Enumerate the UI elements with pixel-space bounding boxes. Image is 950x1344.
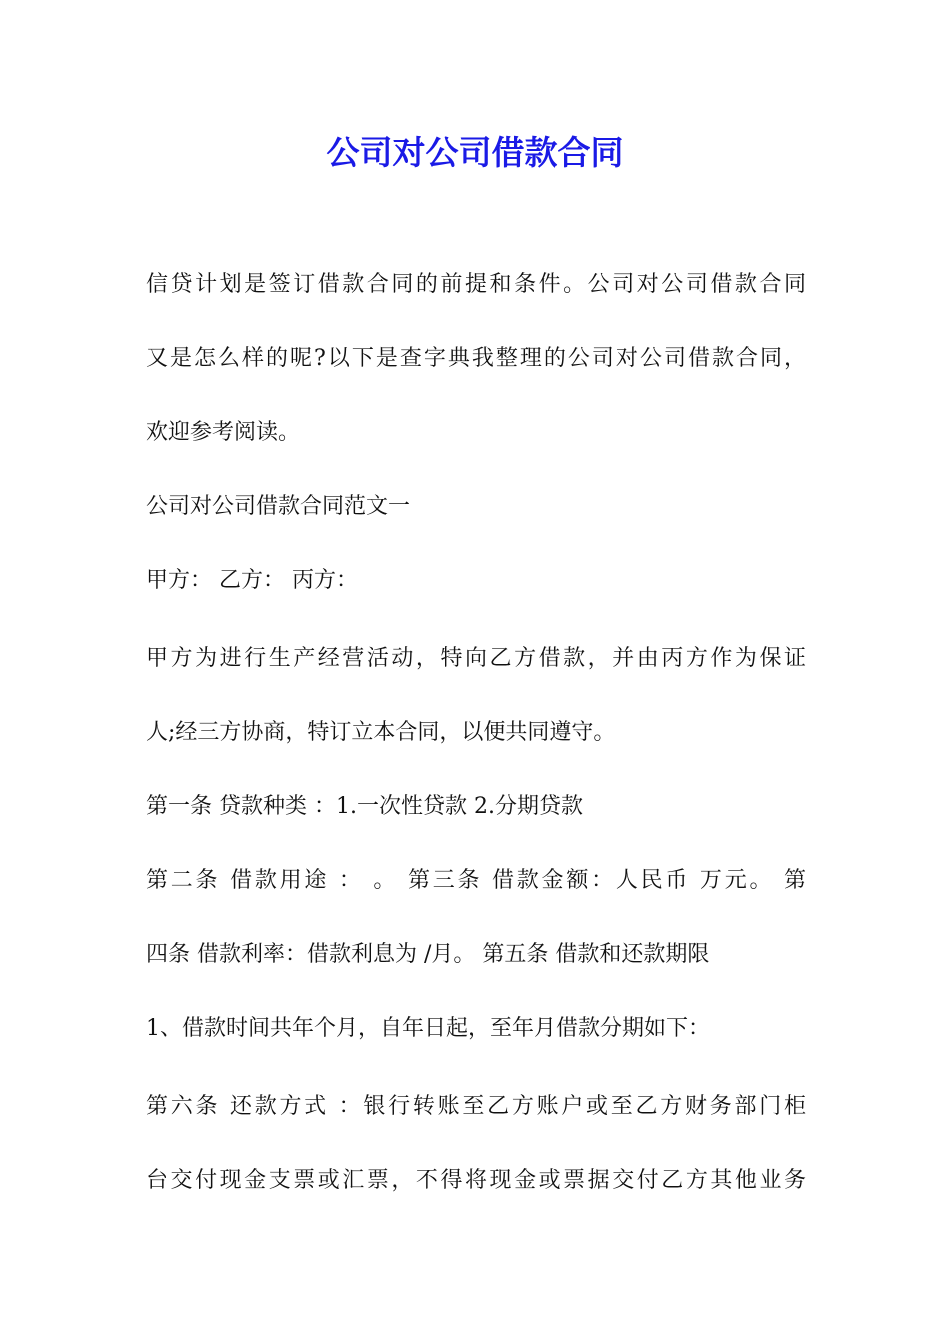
clause-line: 第一条 贷款种类 ：1.一次性贷款 2.分期贷款: [146, 794, 583, 819]
clause-line: 第六条 还款方式 ：银行转账至乙方账户或至乙方财务部门柜: [146, 1094, 806, 1119]
paragraph-line: 又是怎么样的呢?以下是查字典我整理的公司对公司借款合同，: [146, 346, 806, 371]
clause-line: 台交付现金支票或汇票，不得将现金或票据交付乙方其他业务: [146, 1168, 806, 1193]
paragraph-line: 人;经三方协商，特订立本合同，以便共同遵守。: [146, 720, 616, 745]
document-title: 公司对公司借款合同: [326, 133, 624, 172]
clause-line: 四条 借款利率：借款利息为 /月。 第五条 借款和还款期限: [146, 942, 710, 967]
parties-line: 甲方： 乙方： 丙方：: [146, 568, 358, 593]
clause-line: 1、借款时间共年个月，自年日起，至年月借款分期如下：: [146, 1016, 710, 1041]
section-heading: 公司对公司借款合同范文一: [146, 494, 411, 519]
paragraph-line: 欢迎参考阅读。: [146, 420, 301, 445]
paragraph-line: 甲方为进行生产经营活动，特向乙方借款，并由丙方作为保证: [146, 646, 806, 671]
clause-line: 第二条 借款用途 ： 。 第三条 借款金额：人民币 万元。 第: [146, 868, 806, 893]
paragraph-line: 信贷计划是签订借款合同的前提和条件。公司对公司借款合同: [146, 272, 806, 297]
